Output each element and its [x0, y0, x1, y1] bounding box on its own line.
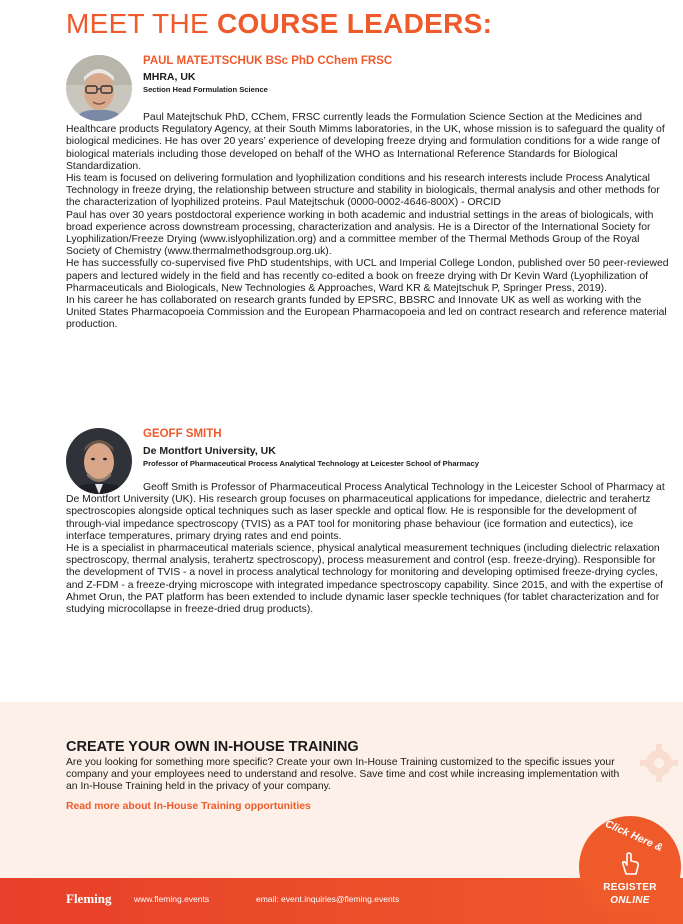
fleming-logo[interactable]: Fleming	[66, 891, 112, 906]
page-title-bold: COURSE LEADERS:	[217, 8, 493, 39]
bio-paragraph: In his career he has collaborated on research grants funded by EPSRC, BBSRC and Innovate UK as well as working with the United States Pharmacopoeia Commission and the European Pharmacopoeia and led on contract research and reference material production.	[66, 295, 667, 331]
click-here-label: Click Here &	[603, 817, 665, 855]
leader-bio	[66, 112, 669, 332]
footer-website-link[interactable]: www.fleming.events	[134, 894, 210, 904]
inhouse-title: CREATE YOUR OWN IN-HOUSE TRAINING	[66, 739, 359, 755]
bio-paragraph: Geoff Smith is Professor of Pharmaceutical Process Analytical Technology in the Leicester School of Pharmacy at De Montfort University (UK). His research group focuses on pharmaceutical applications for impedance, dielectric and terahertz spectroscopies alongside optical techniques such as laser speckle and optical flow. He is responsible for the development of through-vial impedance spectroscopy (TVIS) as a PAT tool for monitoring phase behaviour (ice formation and eutectics), ice interface temperatures, primary drying rates and end points.	[66, 482, 665, 542]
page-title	[66, 8, 492, 40]
page-title-light: MEET THE	[66, 8, 218, 39]
bio-paragraph: Paul Matejtschuk PhD, CChem, FRSC currently leads the Formulation Science Section at the Medicines and Healthcare products Regulatory Agency, at their South Mimms laboratories, in the UK, whose mission is to safeguard the quality of biological medicines. He has over 20 years’ experience of developing freeze drying and formulation conditions for a wide range of biological materials including those developed on behalf of the WHO as International Reference Standards for Biological Standardization.	[66, 112, 665, 172]
pointer-hand-icon	[617, 850, 643, 876]
leader-name: GEOFF SMITH	[143, 428, 222, 440]
gear-icon	[638, 742, 680, 784]
bio-paragraph: Paul has over 30 years postdoctoral experience working in both academic and industrial settings in the areas of biologicals, with broad experience across downstream processing, characterization and analysis. He is a Director of the International Society for Lyophilization/Freeze Drying (www.islyophilization.org) and a committee member of the Thermal Methods Group of the Royal Society of Chemistry (www.thermalmethodsgroup.org.uk).	[66, 209, 654, 258]
bio-paragraph: He has successfully co-supervised five PhD studentships, with UCL and Imperial College London, published over 50 peer-reviewed papers and lectured widely in the field and has recently co-edited a book on freeze drying with Dr Kevin Ward (Lyophilization of Pharmaceuticals and Biologicals, New Technologies & Approaches, Ward KR & Matejtschuk P, Springer Press, 2019).	[66, 258, 669, 294]
bio-paragraph: He is a specialist in pharmaceutical materials science, physical analytical measurement techniques (including dielectric relaxation spectroscopy, thermal analysis, terahertz spectroscopy), process measurement and control (esp. freeze-drying). Responsible for the development of TVIS - a novel in process analytical technology for monitoring and developing optimised freeze-drying cycles, and Z-FDM - a freeze-drying microscope with integrated impedance spectroscopy capability. Since 2015, and with the expertise of Ahmet Orun, the PAT platform has been extended to include dynamic laser speckle techniques (for tablet characterization and for studying microcollapse in freeze-dried drug products).	[66, 543, 663, 616]
leader-name: PAUL MATEJTSCHUK BSc PhD CChem FRSC	[143, 55, 393, 67]
register-label: REGISTER	[603, 882, 657, 893]
leader-role: Section Head Formulation Science	[143, 85, 268, 94]
bio-paragraph: His team is focused on delivering formulation and lyophilization conditions and his research interests include Process Analytical Technology in freeze drying, the relationship between structure and stability in biologicals, thermal analysis and other methods for the characterization of lyophilized proteins. Paul Matejtschuk (0000-0002-4646-800X) - ORCID	[66, 173, 660, 209]
leader-bio	[66, 482, 669, 616]
leader-organization: MHRA, UK	[143, 71, 196, 83]
online-label: ONLINE	[610, 895, 650, 906]
inhouse-description: Are you looking for something more specific? Create your own In-House Training customized to the specific issues your company and your employees need to understand and resolve. Save time and cost while increasing implementation with an In-House Training held in the privacy of your company.	[66, 757, 620, 793]
register-online-button[interactable]	[579, 816, 681, 918]
leader-organization: De Montfort University, UK	[143, 445, 276, 457]
leader-role: Professor of Pharmaceutical Process Analytical Technology at Leicester School of Pharmacy	[143, 459, 479, 468]
inhouse-link[interactable]: Read more about In-House Training opportunities	[66, 801, 311, 812]
footer-email-link[interactable]: email: event.inquiries@fleming.events	[256, 894, 400, 904]
